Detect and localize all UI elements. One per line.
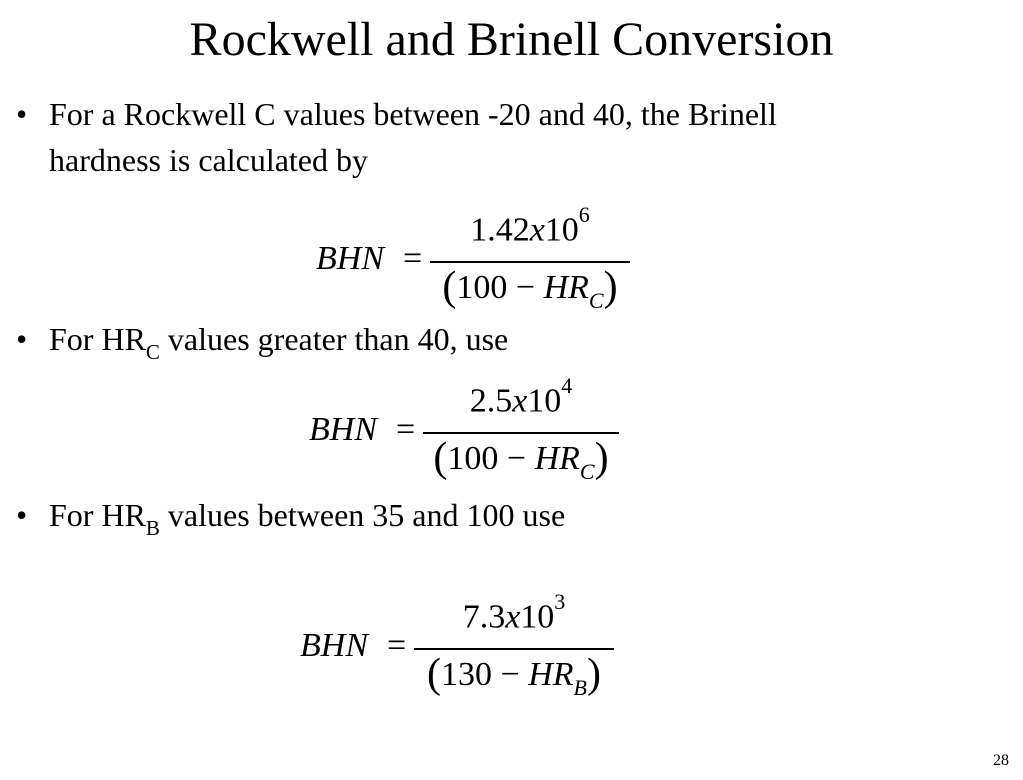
equation-lhs: BHN [316, 240, 384, 277]
equation-denominator: $(130 - HR_B)$ [427, 651, 601, 700]
bullet-text: For $HR_B$ values between 35 and 100 use [49, 497, 566, 540]
equation-1 [316, 202, 646, 315]
equals-sign: = [403, 240, 423, 277]
bullet-text: For $HR_C$ values greater than 40, use [49, 321, 509, 364]
equation-3 [300, 589, 630, 702]
equation-denominator: $(100 - HR_C)$ [433, 435, 609, 484]
equation-lhs: BHN [300, 627, 368, 664]
equation-denominator: $(100 - HR_C)$ [442, 264, 618, 313]
equals-sign: = [396, 411, 416, 448]
equation-numerator: $1.42x10^6$ [470, 202, 590, 249]
fraction-bar [414, 648, 614, 650]
page-number: 28 [993, 752, 1009, 769]
equation-lhs: BHN [309, 411, 377, 448]
equation-numerator: $2.5x10^4$ [469, 373, 573, 420]
equation-numerator: $7.3x10^3$ [462, 589, 566, 636]
bullet-line-2: hardness is calculated by [49, 142, 368, 178]
bullet-text [49, 91, 777, 183]
fraction-bar [430, 261, 630, 263]
bullet-line-1: For a Rockwell C values between -20 and 40, the Brinell [49, 96, 777, 132]
equation-2 [309, 373, 639, 486]
bullet-marker: • [16, 321, 28, 357]
bullet-marker: • [16, 497, 28, 533]
equals-sign: = [387, 627, 407, 664]
fraction-bar [423, 432, 619, 434]
slide-title: Rockwell and Brinell Conversion [189, 13, 834, 66]
bullet-marker: • [16, 96, 28, 132]
